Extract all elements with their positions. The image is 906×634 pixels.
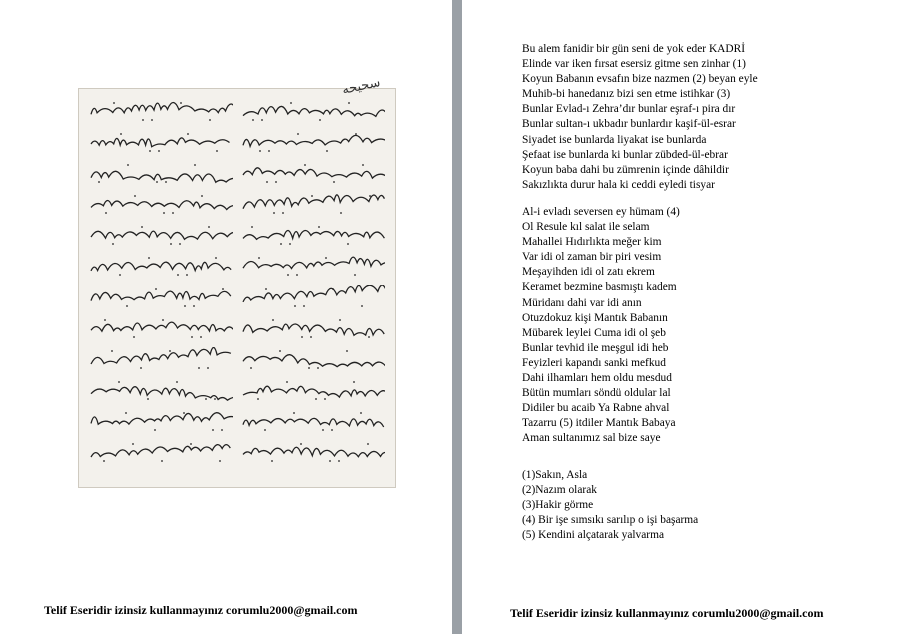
handwritten-line xyxy=(241,192,385,216)
poem-line: Koyun Babanın evsafın bize nazmen (2) beyan eyle xyxy=(522,73,758,86)
footnote-line: (4) Bir işe sımsıkı sarılıp o işi başarma xyxy=(522,514,699,527)
handwritten-line xyxy=(241,347,385,371)
handwritten-line xyxy=(241,161,385,185)
poem-line: Siyadet ise bunlarda liyakat ise bunlarda xyxy=(522,133,707,146)
poem-line: Bunlar Evlad-ı Zehra’dır bunlar eşraf-ı pira dır xyxy=(522,103,736,116)
manuscript-corner-mark: سحيحه xyxy=(341,75,383,98)
poem-stanza-1 xyxy=(522,42,758,193)
handwritten-line xyxy=(89,347,233,371)
poem-line: Mübarek leylei Cuma idi ol şeb xyxy=(522,326,666,339)
handwritten-line xyxy=(241,254,385,278)
handwritten-line xyxy=(89,223,233,247)
poem-line: Bütün mumları söndü oldular lal xyxy=(522,387,671,400)
poem-line: Ol Resule kıl salat ile selam xyxy=(522,221,650,234)
poem-line: Mahallei Hıdırlıkta meğer kim xyxy=(522,236,662,249)
poem-line: Var idi ol zaman bir piri vesim xyxy=(522,251,662,264)
handwritten-line xyxy=(241,316,385,340)
footnote-line: (5) Kendini alçatarak yalvarma xyxy=(522,529,664,542)
handwritten-line xyxy=(89,440,233,464)
poem-line: Koyun baba dahi bu zümrenin içinde dâhildir xyxy=(522,163,729,176)
poem-line: Bunlar tevhid ile meşgul idi heb xyxy=(522,341,669,354)
poem-line: Meşayihden idi ol zatı ekrem xyxy=(522,266,655,279)
handwritten-line xyxy=(241,130,385,154)
footnote-line: (3)Hakir görme xyxy=(522,499,594,512)
handwritten-line xyxy=(241,285,385,309)
poem-line: Muhib-bi hanedanız bizi sen etme istihkar (3) xyxy=(522,88,731,101)
right-page xyxy=(462,0,906,634)
handwritten-line xyxy=(89,254,233,278)
left-page-footer: Telif Eseridir izinsiz kullanmayınız corumlu2000@gmail.com xyxy=(44,603,358,617)
poem-line: Aman sultanımız sal bize saye xyxy=(522,432,661,445)
poem-line: Bu alem fanidir bir gün seni de yok eder KADRİ xyxy=(522,43,746,55)
poem-line: Keramet bezmine basmıştı kadem xyxy=(522,281,677,294)
handwritten-line xyxy=(241,223,385,247)
handwritten-line xyxy=(241,409,385,433)
footnote-line: (2)Nazım olarak xyxy=(522,484,597,497)
footnote-line: (1)Sakın, Asla xyxy=(522,469,588,481)
page-divider xyxy=(452,0,462,634)
right-page-footer: Telif Eseridir izinsiz kullanmayınız corumlu2000@gmail.com xyxy=(510,606,824,620)
handwritten-line xyxy=(89,161,233,185)
poem-line: Tazarru (5) itdiler Mantık Babaya xyxy=(522,417,676,430)
poem-line: Dahi ilhamları hem oldu mesdud xyxy=(522,371,672,384)
handwritten-line xyxy=(89,409,233,433)
poem-line: Müridanı dahi var idi anın xyxy=(522,296,642,309)
handwritten-line xyxy=(89,192,233,216)
poem-text xyxy=(522,42,758,458)
poem-line: Sakızlıkta durur hala ki ceddi eyledi tisyar xyxy=(522,178,715,191)
poem-line: Al-i evladı seversen ey hümam (4) xyxy=(522,205,680,218)
footnotes xyxy=(522,468,698,543)
manuscript-scan-image xyxy=(78,75,396,488)
poem-line: Otuzdokuz kişi Mantık Babanın xyxy=(522,311,668,324)
handwritten-line xyxy=(89,316,233,340)
manuscript-right-column xyxy=(241,99,385,471)
left-page xyxy=(0,0,452,634)
handwritten-line xyxy=(89,130,233,154)
poem-line: Didiler bu acaib Ya Rabne ahval xyxy=(522,402,670,415)
handwritten-line xyxy=(89,285,233,309)
handwritten-line xyxy=(241,99,385,123)
handwritten-line xyxy=(89,378,233,402)
poem-line: Feyizleri kapandı sanki mefkud xyxy=(522,356,666,369)
poem-stanza-2 xyxy=(522,205,758,447)
handwritten-line xyxy=(89,99,233,123)
poem-line: Elinde var iken fırsat esersiz gitme sen zinhar (1) xyxy=(522,58,746,71)
handwritten-line xyxy=(241,440,385,464)
poem-line: Şefaat ise bunlarda ki bunlar zübded-ül-ebrar xyxy=(522,148,728,161)
poem-line: Bunlar sultan-ı ukbadır bunlardır kaşif-ül-esrar xyxy=(522,118,736,131)
handwritten-line xyxy=(241,378,385,402)
manuscript-left-column xyxy=(89,99,233,471)
